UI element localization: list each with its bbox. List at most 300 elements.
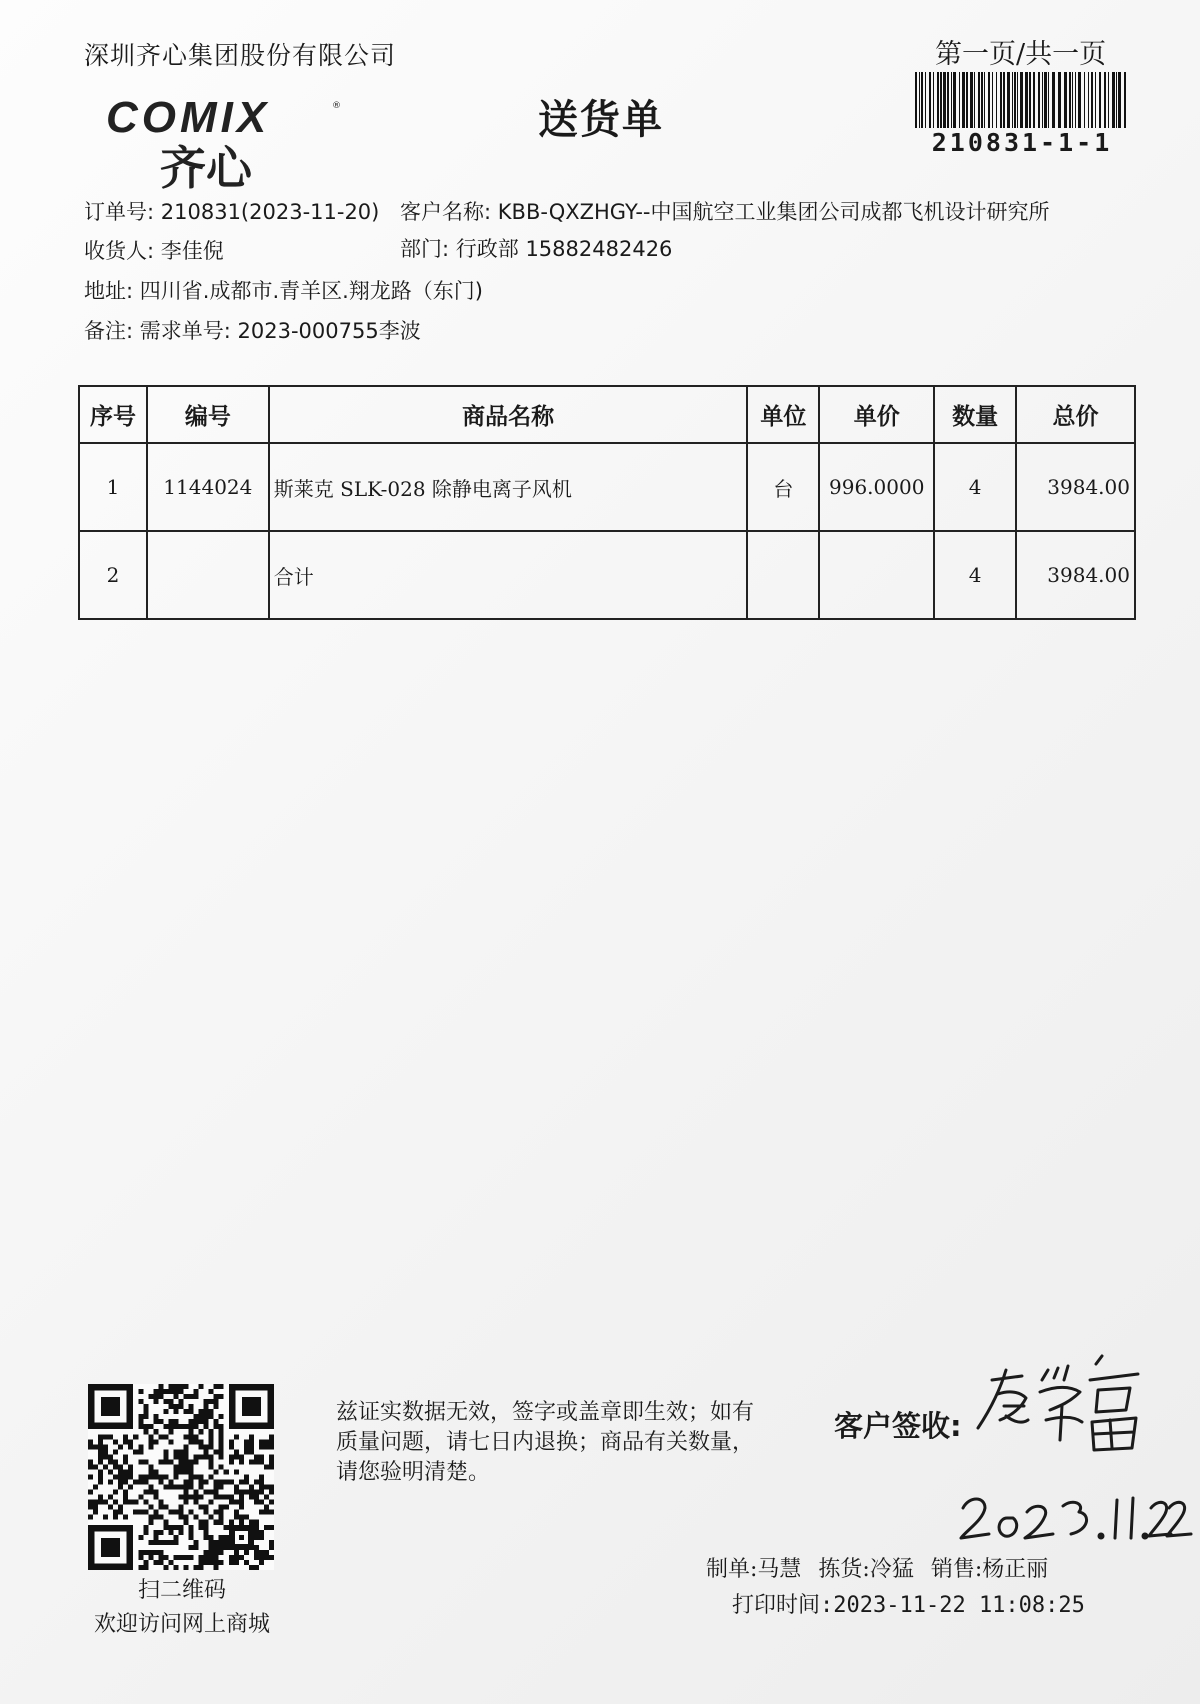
qr-module (224, 1535, 229, 1540)
barcode-bar (1000, 72, 1002, 128)
qr-module (178, 1404, 183, 1409)
qr-module (163, 1459, 168, 1464)
qr-module (254, 1495, 259, 1500)
qr-module (249, 1439, 254, 1444)
qr-module (128, 1444, 133, 1449)
qr-module (133, 1434, 138, 1439)
qr-module (239, 1495, 244, 1500)
qr-module (219, 1384, 224, 1389)
qr-module (163, 1434, 168, 1439)
qr-module (173, 1525, 178, 1530)
company-name: 深圳齐心集团股份有限公司 (84, 41, 397, 70)
qr-module (88, 1505, 93, 1510)
cell-unit-price: 996.0000 (819, 443, 934, 531)
qr-module (259, 1439, 264, 1444)
qr-module (199, 1409, 204, 1414)
cell-index: 2 (79, 531, 147, 619)
qr-module (269, 1459, 274, 1464)
qr-module (173, 1389, 178, 1394)
comix-logo (104, 92, 344, 192)
qr-module (229, 1454, 234, 1459)
qr-module (178, 1469, 183, 1474)
qr-module (163, 1505, 168, 1510)
qr-module (158, 1540, 163, 1545)
qr-module (158, 1500, 163, 1505)
qr-module (214, 1384, 219, 1389)
qr-module (234, 1485, 239, 1490)
qr-module (189, 1485, 194, 1490)
qr-module (214, 1449, 219, 1454)
qr-module (138, 1389, 143, 1394)
qr-module (88, 1515, 93, 1520)
qr-module (184, 1409, 189, 1414)
qr-module (158, 1555, 163, 1560)
qr-module (138, 1449, 143, 1454)
qr-module (219, 1449, 224, 1454)
qr-module (128, 1474, 133, 1479)
qr-module (199, 1495, 204, 1500)
qr-module (254, 1525, 259, 1530)
qr-module (93, 1485, 98, 1490)
qr-module (178, 1525, 183, 1530)
cell-quantity: 4 (934, 531, 1016, 619)
qr-module (153, 1535, 158, 1540)
barcode-bar (1075, 72, 1076, 128)
qr-module (189, 1409, 194, 1414)
qr-module (98, 1480, 103, 1485)
order-no-value: 210831(2023-11-20) (160, 200, 380, 224)
qr-module (214, 1404, 219, 1409)
barcode-bar (959, 72, 960, 128)
qr-module (184, 1469, 189, 1474)
qr-module (113, 1510, 118, 1515)
qr-module (219, 1515, 224, 1520)
qr-module (189, 1495, 194, 1500)
qr-module (184, 1459, 189, 1464)
qr-module (194, 1500, 199, 1505)
qr-module (178, 1515, 183, 1520)
qr-module (168, 1540, 173, 1545)
qr-module (184, 1520, 189, 1525)
qr-module (229, 1459, 234, 1464)
qr-module (254, 1480, 259, 1485)
barcode-bar (1104, 72, 1106, 128)
qr-module (269, 1454, 274, 1459)
qr-module (269, 1490, 274, 1495)
qr-module (163, 1454, 168, 1459)
qr-module (108, 1480, 113, 1485)
qr-module (158, 1419, 163, 1424)
qr-module (153, 1550, 158, 1555)
qr-module (113, 1500, 118, 1505)
qr-module (184, 1515, 189, 1520)
qr-module (88, 1500, 93, 1505)
qr-module (199, 1560, 204, 1565)
qr-module (214, 1540, 219, 1545)
qr-module (214, 1545, 219, 1550)
consignee-field (84, 235, 224, 265)
qr-module (163, 1424, 168, 1429)
qr-module (199, 1480, 204, 1485)
qr-module (214, 1485, 219, 1490)
qr-module (118, 1485, 123, 1490)
qr-module (189, 1510, 194, 1515)
qr-module (101, 1397, 120, 1416)
qr-module (158, 1505, 163, 1510)
print-time: 打印时间:2023-11-22 11:08:25 (732, 1593, 1085, 1618)
qr-module (108, 1459, 113, 1464)
qr-module (199, 1525, 204, 1530)
qr-module (209, 1439, 214, 1444)
qr-module (143, 1424, 148, 1429)
remark-field (84, 315, 421, 345)
qr-module (184, 1500, 189, 1505)
qr-module (249, 1485, 254, 1490)
qr-module (234, 1550, 239, 1555)
qr-module (148, 1469, 153, 1474)
cell-index: 1 (79, 443, 147, 531)
qr-module (189, 1404, 194, 1409)
order-no-label: 订单号: (84, 200, 155, 224)
qr-module (173, 1449, 178, 1454)
qr-module (204, 1449, 209, 1454)
barcode-bar (1078, 72, 1081, 128)
qr-module (214, 1419, 219, 1424)
qr-module (209, 1555, 214, 1560)
qr-module (259, 1510, 264, 1515)
qr-module (214, 1565, 219, 1570)
qr-module (153, 1515, 158, 1520)
qr-module (194, 1394, 199, 1399)
qr-caption-line-1: 扫二维码 (137, 1578, 226, 1603)
qr-module (138, 1414, 143, 1419)
qr-module (254, 1459, 259, 1464)
qr-module (178, 1384, 183, 1389)
qr-module (163, 1409, 168, 1414)
qr-module (153, 1469, 158, 1474)
qr-module (184, 1495, 189, 1500)
qr-module (209, 1545, 214, 1550)
qr-module (178, 1454, 183, 1459)
qr-module (148, 1515, 153, 1520)
qr-module (259, 1480, 264, 1485)
qr-module (148, 1550, 153, 1555)
qr-module (88, 1464, 93, 1469)
qr-module (123, 1515, 128, 1520)
qr-module (153, 1389, 158, 1394)
qr-module (259, 1485, 264, 1490)
qr-module (224, 1545, 229, 1550)
qr-module (264, 1444, 269, 1449)
qr-module (168, 1525, 173, 1530)
qr-module (168, 1439, 173, 1444)
qr-module (254, 1530, 259, 1535)
qr-module (138, 1399, 143, 1404)
col-header-unit: 单位 (747, 386, 819, 443)
consignee-value: 李佳倪 (160, 239, 224, 263)
qr-module (138, 1550, 143, 1555)
qr-module (204, 1520, 209, 1525)
qr-module (163, 1520, 168, 1525)
qr-module (143, 1500, 148, 1505)
qr-module (199, 1454, 204, 1459)
qr-module (113, 1439, 118, 1444)
barcode-bar (1091, 72, 1093, 128)
barcode-bar (962, 72, 965, 128)
qr-module (204, 1530, 209, 1535)
qr-module (259, 1444, 264, 1449)
qr-module (194, 1490, 199, 1495)
qr-code[interactable] (88, 1384, 274, 1570)
qr-module (254, 1555, 259, 1560)
table-row-total (79, 531, 1135, 619)
qr-module (93, 1500, 98, 1505)
qr-module (168, 1384, 173, 1389)
qr-module (239, 1480, 244, 1485)
qr-module (204, 1419, 209, 1424)
qr-module (244, 1515, 249, 1520)
qr-module (219, 1444, 224, 1449)
qr-module (189, 1530, 194, 1535)
qr-module (204, 1480, 209, 1485)
qr-module (143, 1510, 148, 1515)
qr-module (224, 1525, 229, 1530)
qr-module (163, 1525, 168, 1530)
qr-module (254, 1500, 259, 1505)
barcode-bar (953, 72, 956, 128)
barcode-bar (929, 72, 931, 128)
qr-module (209, 1429, 214, 1434)
qr-module (143, 1409, 148, 1414)
logo-text: COMIX (106, 93, 271, 142)
qr-module (249, 1459, 254, 1464)
qr-module (224, 1480, 229, 1485)
qr-module (254, 1565, 259, 1570)
barcode-bar (933, 72, 934, 128)
qr-module (244, 1474, 249, 1479)
qr-module (244, 1439, 249, 1444)
qr-module (189, 1480, 194, 1485)
qr-module (244, 1449, 249, 1454)
qr-module (138, 1495, 143, 1500)
qr-module (184, 1434, 189, 1439)
qr-module (98, 1469, 103, 1474)
qr-module (143, 1490, 148, 1495)
qr-module (158, 1389, 163, 1394)
qr-module (199, 1485, 204, 1490)
qr-module (204, 1454, 209, 1459)
qr-module (173, 1394, 178, 1399)
qr-module (239, 1535, 244, 1540)
barcode (913, 72, 1131, 128)
qr-module (209, 1434, 214, 1439)
barcode-bar (925, 72, 926, 128)
qr-module (158, 1530, 163, 1535)
qr-module (209, 1490, 214, 1495)
qr-module (118, 1444, 123, 1449)
qr-module (163, 1485, 168, 1490)
page-number: 第一页/共一页 (935, 39, 1107, 70)
qr-module (178, 1495, 183, 1500)
qr-module (214, 1469, 219, 1474)
qr-module (148, 1439, 153, 1444)
qr-module (254, 1454, 259, 1459)
qr-module (148, 1444, 153, 1449)
qr-module (184, 1565, 189, 1570)
qr-module (209, 1464, 214, 1469)
qr-module (158, 1480, 163, 1485)
qr-module (254, 1550, 259, 1555)
qr-module (194, 1439, 199, 1444)
col-header-index: 序号 (79, 386, 147, 443)
barcode-bar (1020, 72, 1023, 128)
qr-module (269, 1464, 274, 1469)
qr-module (128, 1464, 133, 1469)
qr-module (93, 1505, 98, 1510)
qr-module (113, 1515, 118, 1520)
qr-module (259, 1555, 264, 1560)
qr-module (184, 1384, 189, 1389)
barcode-bar (970, 72, 973, 128)
qr-module (194, 1474, 199, 1479)
qr-module (234, 1500, 239, 1505)
qr-module (184, 1490, 189, 1495)
barcode-bar (1003, 72, 1005, 128)
qr-module (118, 1469, 123, 1474)
cell-code: 1144024 (147, 443, 269, 531)
qr-module (133, 1510, 138, 1515)
barcode-bar (1044, 72, 1047, 128)
qr-module (244, 1444, 249, 1449)
qr-module (194, 1495, 199, 1500)
qr-module (118, 1464, 123, 1469)
qr-module (173, 1540, 178, 1545)
barcode-bar (1007, 72, 1010, 128)
barcode-bar (1029, 72, 1031, 128)
qr-module (168, 1510, 173, 1515)
qr-module (269, 1545, 274, 1550)
qr-module (199, 1555, 204, 1560)
qr-module (138, 1444, 143, 1449)
qr-module (219, 1454, 224, 1459)
barcode-bar (1017, 72, 1018, 128)
staff-line (706, 1552, 1058, 1583)
qr-module (239, 1490, 244, 1495)
qr-module (254, 1520, 259, 1525)
qr-module (229, 1560, 234, 1565)
qr-module (153, 1394, 158, 1399)
qr-module (229, 1444, 234, 1449)
qr-module (199, 1414, 204, 1419)
qr-module (184, 1485, 189, 1490)
qr-module (234, 1434, 239, 1439)
cell-code (147, 531, 269, 619)
qr-module (199, 1520, 204, 1525)
qr-module (123, 1434, 128, 1439)
qr-module (178, 1424, 183, 1429)
col-header-product: 商品名称 (269, 386, 748, 443)
qr-module (178, 1464, 183, 1469)
cell-unit (747, 531, 819, 619)
qr-module (173, 1404, 178, 1409)
qr-module (163, 1389, 168, 1394)
qr-module (108, 1434, 113, 1439)
qr-module (209, 1474, 214, 1479)
qr-module (214, 1480, 219, 1485)
qr-module (143, 1459, 148, 1464)
qr-module (153, 1429, 158, 1434)
qr-module (168, 1404, 173, 1409)
qr-module (189, 1439, 194, 1444)
qr-module (219, 1560, 224, 1565)
qr-module (98, 1439, 103, 1444)
qr-module (143, 1565, 148, 1570)
qr-module (98, 1434, 103, 1439)
customer-value: KBB-QXZHGY--中国航空工业集团公司成都飞机设计研究所 (497, 200, 1050, 224)
qr-module (103, 1500, 108, 1505)
qr-module (143, 1480, 148, 1485)
qr-module (184, 1464, 189, 1469)
qr-module (209, 1550, 214, 1555)
qr-module (153, 1560, 158, 1565)
barcode-bar (984, 72, 985, 128)
qr-module (214, 1394, 219, 1399)
cell-total: 3984.00 (1016, 443, 1135, 531)
qr-module (108, 1469, 113, 1474)
qr-module (113, 1449, 118, 1454)
barcode-bar (1012, 72, 1013, 128)
qr-module (189, 1419, 194, 1424)
qr-module (148, 1424, 153, 1429)
qr-module (173, 1454, 178, 1459)
qr-module (103, 1449, 108, 1454)
qr-module (118, 1510, 123, 1515)
qr-module (239, 1505, 244, 1510)
qr-module (128, 1469, 133, 1474)
qr-module (148, 1555, 153, 1560)
svg-text:®: ® (332, 101, 341, 111)
barcode-bar (1038, 72, 1040, 128)
qr-module (264, 1555, 269, 1560)
qr-module (138, 1459, 143, 1464)
qr-module (264, 1505, 269, 1510)
qr-module (158, 1434, 163, 1439)
qr-module (204, 1560, 209, 1565)
qr-module (133, 1500, 138, 1505)
qr-module (239, 1500, 244, 1505)
qr-module (199, 1565, 204, 1570)
qr-module (249, 1520, 254, 1525)
qr-module (153, 1495, 158, 1500)
qr-module (264, 1464, 269, 1469)
barcode-bar (966, 72, 968, 128)
qr-module (123, 1490, 128, 1495)
qr-module (244, 1560, 249, 1565)
col-header-code: 编号 (147, 386, 269, 443)
qr-module (249, 1490, 254, 1495)
barcode-bar (1033, 72, 1035, 128)
col-header-total: 总价 (1016, 386, 1135, 443)
barcode-bar (921, 72, 923, 128)
qr-module (178, 1399, 183, 1404)
qr-module (224, 1505, 229, 1510)
qr-module (148, 1434, 153, 1439)
qr-module (189, 1545, 194, 1550)
qr-module (153, 1540, 158, 1545)
table-row (79, 443, 1135, 531)
qr-module (173, 1555, 178, 1560)
barcode-bar (1118, 72, 1121, 128)
